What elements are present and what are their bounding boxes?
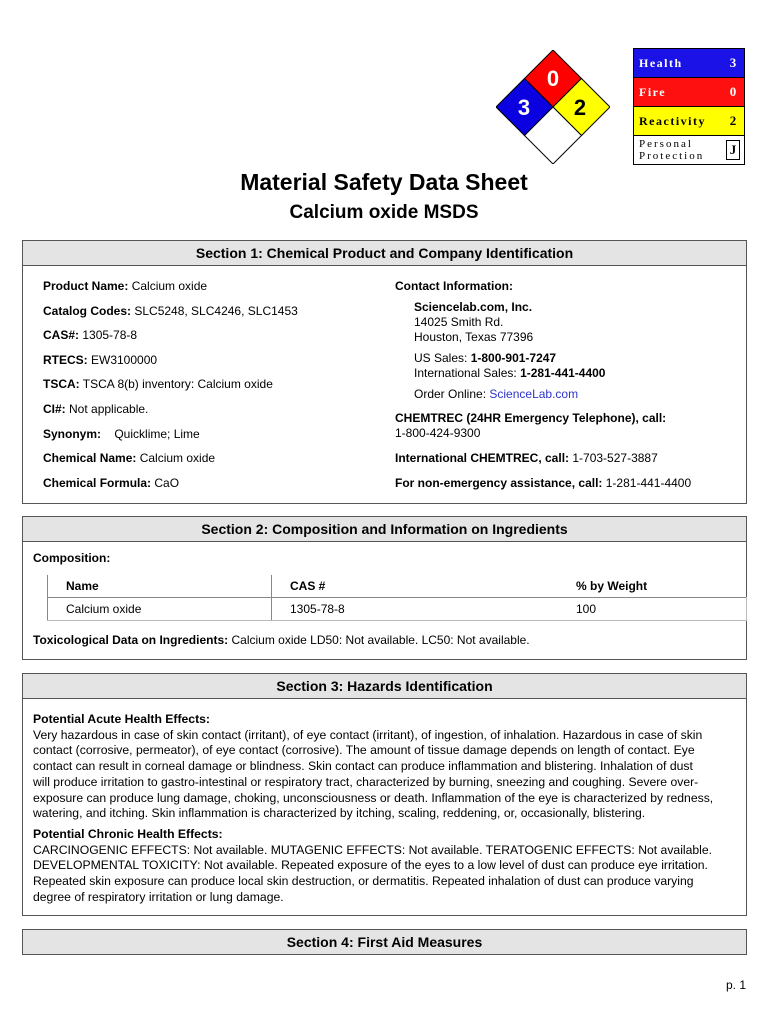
cell-name: Calcium oxide — [48, 598, 272, 621]
section-4 — [22, 929, 747, 955]
intl-sales-label: International Sales: — [414, 366, 521, 380]
field-label: CAS#: — [43, 328, 80, 343]
hmis-fire-label: Fire — [639, 84, 667, 99]
toxicological-data — [33, 633, 530, 648]
field-value: CaO — [151, 475, 180, 490]
hmis-personal-protection-label — [634, 138, 726, 162]
cell-cas: 1305-78-8 — [272, 598, 559, 621]
page-number: p. 1 — [725, 978, 746, 992]
section-2 — [22, 516, 747, 660]
rtecs-field — [43, 353, 383, 378]
catalog-codes-field — [43, 304, 383, 329]
composition-label: Composition: — [33, 551, 111, 565]
cell-weight: 100 — [558, 598, 747, 621]
company-address-line1: 14025 Smith Rd. — [414, 315, 504, 329]
intl-sales-phone: 1-281-441-4400 — [520, 366, 606, 380]
field-label: Chemical Formula: — [43, 475, 152, 490]
chemical-formula-field — [43, 476, 383, 501]
field-value: TSCA 8(b) inventory: Calcium oxide — [79, 377, 273, 392]
company-address-line2: Houston, Texas 77396 — [414, 330, 534, 344]
table-row — [48, 598, 747, 621]
us-sales-phone: 1-800-901-7247 — [470, 351, 557, 365]
column-header-name: Name — [48, 575, 272, 598]
hmis-reactivity-label: Reactivity — [639, 113, 706, 128]
hmis-rating-table — [633, 48, 745, 165]
field-label: Product Name: — [43, 279, 129, 293]
acute-line: contact (corrosive, permeator), of eye contact (corrosive). The amount of tissue damage depends on length of contact. Eye — [33, 743, 695, 758]
field-value: Calcium oxide — [128, 279, 208, 293]
chronic-line: CARCINOGENIC EFFECTS: Not available. MUTAGENIC EFFECTS: Not available. TERATOGENIC EFFECTS: Not available. — [33, 842, 713, 857]
chronic-line: Repeated skin exposure can produce local skin destruction, or dermatitis. Repeated inhalation of dust can produce varying — [33, 874, 694, 889]
us-sales — [414, 351, 740, 366]
pp-label-line1: Personal — [639, 138, 693, 150]
field-label: Synonym: — [43, 426, 102, 441]
contact-info-label: Contact Information: — [395, 279, 513, 293]
intl-sales — [414, 366, 740, 381]
acute-line: exposure can produce lung damage, choking, unconsciousness or death. Inflammation of the eye is characterized by redness, — [33, 790, 714, 805]
non-emergency — [395, 476, 740, 491]
chronic-line: degree of respiratory irritation or lung damage. — [33, 889, 284, 904]
order-online — [414, 387, 740, 402]
hmis-personal-protection-value: J — [726, 140, 740, 160]
field-value: EW3100000 — [87, 352, 158, 367]
hmis-health-row — [634, 49, 744, 78]
field-value: SLC5248, SLC4246, SLC1453 — [131, 303, 298, 318]
hmis-fire-value: 0 — [729, 84, 737, 99]
acute-line: Very hazardous in case of skin contact (irritant), of eye contact (irritant), of ingestion, of inhalation. Hazardous in case of skin — [33, 727, 703, 742]
acute-line: contact can result in corneal damage or blindness. Skin contact can produce inflammation and blistering. Inhalation of dust — [33, 759, 693, 774]
table-header-row — [48, 575, 747, 598]
section-3-heading: Section 3: Hazards Identification — [23, 674, 746, 699]
nfpa-hazard-diamond — [496, 50, 610, 164]
chemtrec-phone: 1-800-424-9300 — [395, 426, 481, 440]
column-header-weight: % by Weight — [576, 579, 648, 593]
non-emergency-phone: 1-281-441-4400 — [602, 476, 692, 490]
hmis-reactivity-row — [634, 107, 744, 136]
chemtrec-label: CHEMTREC (24HR Emergency Telephone), call: — [395, 411, 667, 425]
order-online-label: Order Online: — [414, 387, 490, 401]
tox-label: Toxicological Data on Ingredients: — [33, 633, 229, 647]
pp-label-line2: Protection — [639, 150, 705, 162]
nfpa-reactivity-value: 2 — [573, 95, 587, 120]
acute-effects-label: Potential Acute Health Effects: — [33, 712, 210, 726]
company-name: Sciencelab.com, Inc. — [414, 300, 533, 314]
field-value: Calcium oxide — [136, 451, 216, 466]
field-label: Chemical Name: — [43, 451, 137, 466]
acute-line: watering, and itching. Skin inflammation is characterized by itching, scaling, reddening, or, occasionally, blistering. — [33, 806, 646, 821]
section-2-heading: Section 2: Composition and Information on Ingredients — [23, 517, 746, 542]
field-value: Not applicable. — [65, 401, 149, 416]
document-subtitle: Calcium oxide MSDS — [289, 202, 479, 223]
sciencelab-link[interactable]: ScienceLab.com — [489, 387, 579, 401]
hmis-health-label: Health — [639, 55, 683, 70]
tox-text: Calcium oxide LD50: Not available. LC50: Not available. — [228, 633, 530, 647]
column-header-cas: CAS # — [272, 575, 559, 598]
non-emergency-label: For non-emergency assistance, call: — [395, 476, 603, 490]
product-name-field — [43, 279, 383, 304]
composition-table — [47, 575, 747, 621]
intl-chemtrec-label: International CHEMTREC, call: — [395, 451, 570, 465]
ci-field — [43, 402, 383, 427]
section-1-right-column — [395, 279, 740, 491]
document-title: Material Safety Data Sheet — [240, 169, 528, 195]
field-label: RTECS: — [43, 352, 88, 367]
us-sales-label: US Sales: — [414, 351, 471, 365]
intl-chemtrec — [395, 451, 740, 466]
field-value: 1305-78-8 — [79, 328, 138, 343]
field-value: Quicklime; Lime — [101, 426, 200, 441]
chemical-name-field — [43, 451, 383, 476]
tsca-field — [43, 377, 383, 402]
section-3 — [22, 673, 747, 916]
chronic-line: DEVELOPMENTAL TOXICITY: Not available. Repeated exposure of the eyes to a low level of dust can produce eye irritation. — [33, 858, 708, 873]
field-label: TSCA: — [43, 377, 80, 392]
hmis-personal-protection-row — [634, 136, 744, 164]
nfpa-health-value: 3 — [517, 95, 531, 120]
acute-line: will produce irritation to gastro-intestinal or respiratory tract, characterized by burning, sneezing and coughing. Severe over- — [33, 774, 699, 789]
section-3-body — [33, 712, 745, 905]
synonym-field — [43, 427, 383, 452]
hmis-reactivity-value: 2 — [729, 113, 737, 128]
hmis-health-value: 3 — [729, 55, 737, 70]
nfpa-fire-value: 0 — [546, 66, 560, 91]
company-block — [395, 300, 740, 402]
section-4-heading: Section 4: First Aid Measures — [23, 930, 746, 954]
section-1-heading: Section 1: Chemical Product and Company Identification — [23, 241, 746, 266]
section-1 — [22, 240, 747, 504]
cas-field — [43, 328, 383, 353]
hmis-fire-row — [634, 78, 744, 107]
intl-chemtrec-phone: 1-703-527-3887 — [569, 451, 658, 465]
chronic-effects-label: Potential Chronic Health Effects: — [33, 826, 223, 841]
field-label: Catalog Codes: — [43, 303, 132, 318]
section-1-left-column — [43, 279, 383, 500]
field-label: CI#: — [43, 401, 66, 416]
